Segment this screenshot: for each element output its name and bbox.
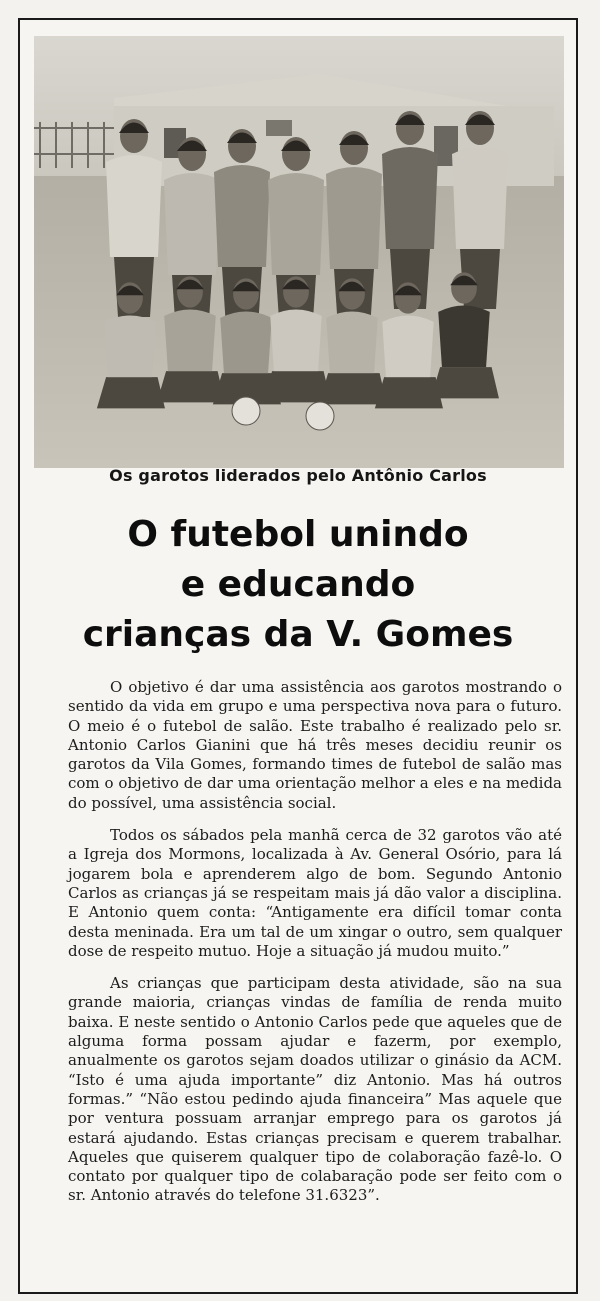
headline-line-2: e educando [180, 564, 416, 605]
photo-caption: Os garotos liderados pelo Antônio Carlos [109, 466, 487, 485]
team-photo-image [34, 36, 564, 468]
ball-icon [306, 402, 334, 430]
headline [20, 510, 576, 660]
team-photo [34, 36, 564, 468]
article-body [68, 678, 562, 1219]
headline-line-3: crianças da V. Gomes [82, 614, 514, 655]
newspaper-clipping [18, 18, 578, 1294]
headline-line-1: O futebol unindo [127, 514, 469, 555]
article-paragraph-1: O objetivo é dar uma assistência aos garotos mostrando o sentido da vida em grupo e uma perspectiva nova para o futuro. O meio é o futebol de salão. Este trabalho é realizado pelo sr. Antonio Carlos Gianini que há três meses decidiu reunir os garotos da Vila Gomes, formando times de futebol de salão mas com o objetivo de dar uma orientação melhor a eles e na medida do possível, uma assistência social. [68, 678, 562, 812]
ball-icon [232, 397, 260, 425]
article-paragraph-2: Todos os sábados pela manhã cerca de 32 garotos vão até a Igreja dos Mormons, localizada à Av. General Osório, para lá jogarem bola e aprenderem algo de bom. Segundo Antonio Carlos as crianças já se respeitam mais já dão valor a disciplina. E Antonio quem conta: “Antigamente era difícil tomar conta desta meninada. Era um tal de um xingar o outro, sem qualquer dose de respeito mutuo. Hoje a situação já mudou muito.” [68, 826, 562, 960]
article-paragraph-3: As crianças que participam desta atividade, são na sua grande maioria, crianças vindas de família de renda muito baixa. E neste sentido o Antonio Carlos pede que aqueles que de alguma forma possam ajudar e fazerm, por exemplo, anualmente os garotos sejam doados utilizar o ginásio da ACM. “Isto é uma ajuda importante” diz Antonio. Mas há outros formas.” “Não estou pedindo ajuda financeira” Mas aquele que por ventura possuam arranjar emprego para os garotos já estará ajudando. Estas crianças precisam e querem trabalhar. Aqueles que quiserem qualquer tipo de colaboração fazê-lo. O contato por qualquer tipo de colabaração pode ser feito com o sr. Antonio através do telefone 31.6323”. [68, 974, 562, 1205]
